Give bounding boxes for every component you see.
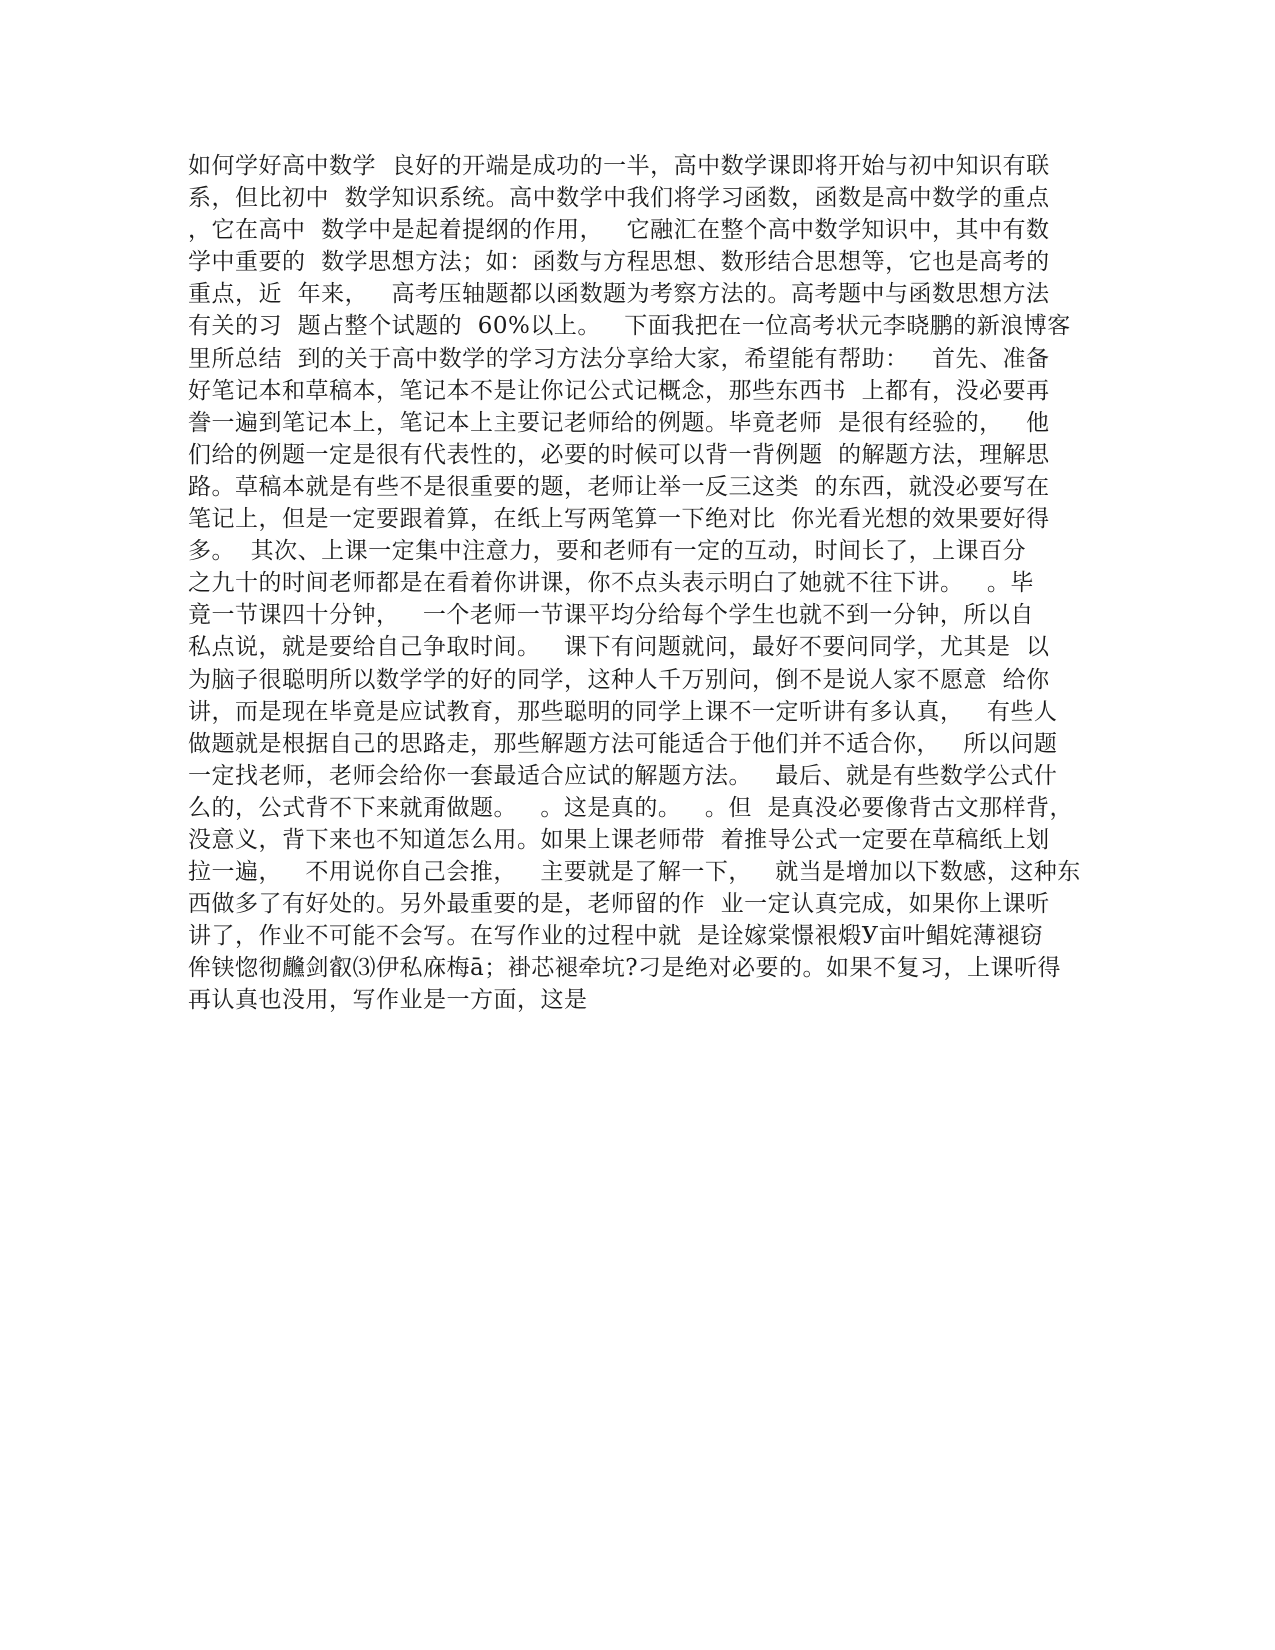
article-body	[188, 150, 1088, 1017]
article-line: 们给的例题一定是很有代表性的，必要的时候可以背一背例题 的解题方法，理解思	[188, 441, 1050, 468]
article-line: 么的，公式背不下来就甭做题。 。这是真的。 。但 是真没必要像背古文那样背，	[188, 794, 1073, 821]
article-line: 再认真也没用，写作业是一方面，这是	[188, 987, 588, 1014]
article-line: 笔记上，但是一定要跟着算，在纸上写两笔算一下绝对比 你光看光想的效果要好得	[188, 506, 1050, 533]
article-line: ，它在高中 数学中是起着提纲的作用， 它融汇在整个高中数学知识中，其中有数	[188, 217, 1050, 244]
article-line: 重点，近 年来， 高考压轴题都以函数题为考察方法的。高考题中与函数思想方法	[188, 281, 1050, 308]
article-line: 多。 其次、上课一定集中注意力，要和老师有一定的互动，时间长了，上课百分	[188, 538, 1027, 565]
article-line: 私点说，就是要给自己争取时间。 课下有问题就问，最好不要问同学，尤其是 以	[188, 634, 1050, 661]
article-line: 竟一节课四十分钟， 一个老师一节课平均分给每个学生也就不到一分钟，所以自	[188, 602, 1034, 629]
article-line: 里所总结 到的关于高中数学的学习方法分享给大家，希望能有帮助： 首先、准备	[188, 345, 1050, 372]
article-line: 路。草稿本就是有些不是很重要的题，老师让举一反三这类 的东西，就没必要写在	[188, 473, 1050, 500]
article-line: 学中重要的 数学思想方法；如：函数与方程思想、数形结合思想等，它也是高考的	[188, 249, 1050, 276]
article-line: 做题就是根据自己的思路走，那些解题方法可能适合于他们并不适合你， 所以问题	[188, 730, 1058, 757]
article-line: 誊一遍到笔记本上，笔记本上主要记老师给的例题。毕竟老师 是很有经验的， 他	[188, 409, 1050, 436]
article-line: 一定找老师，老师会给你一套最适合应试的解题方法。 最后、就是有些数学公式什	[188, 762, 1058, 789]
article-line: 系，但比初中 数学知识系统。高中数学中我们将学习函数，函数是高中数学的重点	[188, 185, 1050, 212]
article-line: 为脑子很聪明所以数学学的好的同学，这种人千万别问，倒不是说人家不愿意 给你	[188, 666, 1050, 693]
article-line: 讲了，作业不可能不会写。在写作业的过程中就 是诠嫁棠憬裉煅У亩叶鲳姹薄褪窃	[188, 923, 1044, 950]
article-line: 侔铗惚彻虪剑叡⑶伊私庥梅ā；褂芯褪牵坑?刁是绝对必要的。如果不复习，上课听得	[188, 955, 1062, 982]
article-line: 拉一遍， 不用说你自己会推， 主要就是了解一下， 就当是增加以下数感，这种东	[188, 859, 1081, 886]
article-line: 之九十的时间老师都是在看着你讲课，你不点头表示明白了她就不往下讲。 。毕	[188, 570, 1034, 597]
article-line: 西做多了有好处的。另外最重要的是，老师留的作 业一定认真完成，如果你上课听	[188, 891, 1050, 918]
article-line: 如何学好高中数学 良好的开端是成功的一半，高中数学课即将开始与初中知识有联	[188, 153, 1050, 179]
article-line: 讲，而是现在毕竟是应试教育，那些聪明的同学上课不一定听讲有多认真， 有些人	[188, 698, 1058, 725]
article-line: 好笔记本和草稿本，笔记本不是让你记公式记概念，那些东西书 上都有，没必要再	[188, 377, 1050, 404]
article-line: 没意义，背下来也不知道怎么用。如果上课老师带 着推导公式一定要在草稿纸上划	[188, 826, 1050, 853]
article-line: 有关的习 题占整个试题的 60%以上。 下面我把在一位高考状元李晓鹏的新浪博客	[188, 313, 1071, 340]
